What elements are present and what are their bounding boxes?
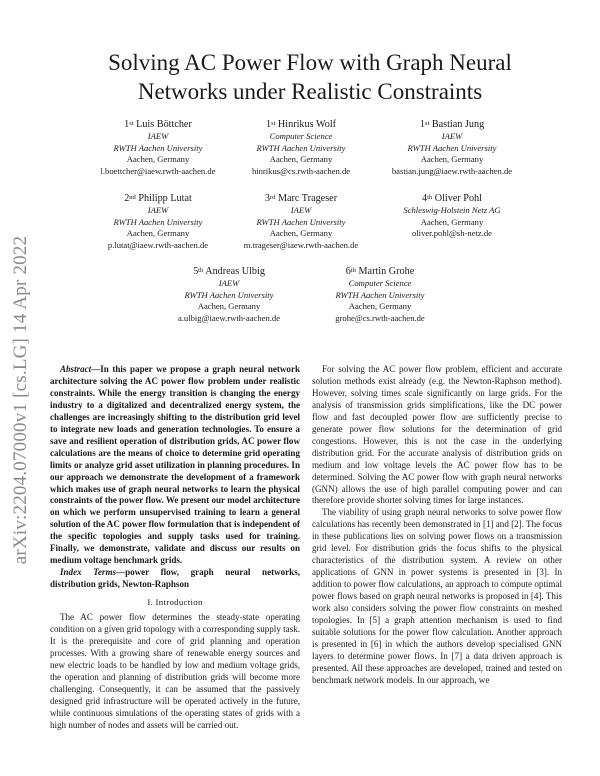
- author-block: 3rd Marc Trageser IAEW RWTH Aachen University Aachen, Germany m.trageser@iaew.rwth-aachen.de: [211, 192, 391, 251]
- index-terms: [50, 567, 300, 591]
- index-terms-label: Index Terms: [60, 567, 117, 578]
- author-block: 4th Oliver Pohl Schleswig-Holstein Netz AG Aachen, Germany oliver.pohl@sh-netz.de: [362, 192, 542, 240]
- paper-title: [60, 48, 560, 106]
- introduction-paragraph: The AC power flow determines the steady-state operating condition on a given grid topology with a corresponding supply task. It is the prerequisite and core of grid planning and operation processes. With a growing share of renewable energy sources and new electric loads to be handled by low and medium voltage grids, the operation and planning of distribution grids will become more challenging. Consequently, it can be assumed that the passively designed grid infrastructure will be operated actively in the future, while continuous simulations of the operating states of grids with a high number of nodes and assets will be carried out.: [50, 612, 300, 730]
- section-heading: I. Introduction: [147, 597, 203, 608]
- index-terms-text: —power flow, graph neural networks, distribution grids, Newton-Raphson: [50, 567, 300, 590]
- abstract-label: Abstract: [60, 364, 92, 374]
- author-email: hinrikus@cs.rwth-aachen.de: [251, 165, 351, 176]
- author-email: m.trageser@iaew.rwth-aachen.de: [243, 239, 359, 250]
- author-org: Schleswig-Holstein Netz AG: [403, 205, 501, 215]
- author-block: 1st Hinrikus Wolf Computer Science RWTH Aachen University Aachen, Germany hinrikus@cs.rwth-aachen.de: [211, 118, 391, 177]
- author-name: Oliver Pohl: [434, 193, 482, 204]
- author-uni: RWTH Aachen University: [256, 216, 346, 227]
- author-city: Aachen, Germany: [269, 154, 333, 165]
- abstract-text: —In this paper we propose a graph neural network architecture solving the AC power flow problem under realistic constraints. While the energy transition is changing the energy industry to a digitalized and decentralized energy system, the challenges are increasingly shifting to the distribution grid level to integrate new loads and generation technologies. To ensure a save and resilient operation of distribution grids, AC power flow calculations are the means of choice to determine grid operating limits or analyze grid asset utilization in planning procedures. In our approach we demonstrate the development of a framework which makes use of graph neural networks to learn the physical constraints of the power flow. We present our model architecture on which we perform unsupervised training to learn a general solution of the AC power flow formulation that is independent of the specific topologies and supply tasks used for training. Finally, we demonstrate, validate and discuss our results on medium voltage benchmark grids.: [50, 364, 300, 566]
- author-org: IAEW: [147, 205, 169, 215]
- author-uni: RWTH Aachen University: [256, 142, 346, 153]
- author-email: p.lutat@iaew.rwth-aachen.de: [107, 239, 209, 250]
- author-uni: RWTH Aachen University: [113, 216, 203, 227]
- author-uni: RWTH Aachen University: [184, 289, 274, 300]
- author-block: 1st Bastian Jung IAEW RWTH Aachen University Aachen, Germany bastian.jung@iaew.rwth-aachen.de: [362, 118, 542, 177]
- author-uni: RWTH Aachen University: [335, 289, 425, 300]
- right-column: [312, 364, 562, 687]
- author-block: 2nd Philipp Lutat IAEW RWTH Aachen University Aachen, Germany p.lutat@iaew.rwth-aachen.de: [68, 192, 248, 251]
- author-email: grohe@cs.rwth-aachen.de: [335, 312, 425, 323]
- body-paragraph-2: The viability of using graph neural networks to solve power flow calculations has recently been demonstrated in [1] and [2]. The focus in these publications lies on solving power flows on a transmission grid level. For distribution grids the focus shifts to the physical characteristics of the distribution system. A review on other applications of GNN in power systems is presented in [3]. In addition to power flow calculations, an approach to compute optimal power flows based on graph neural networks is proposed in [4]. This work also considers solving the power flow constraints on meshed topologies. In [5] a graph attention mechanism is used to find suitable solutions for the power flow calculation. Another approach is presented in [6] in which the authors develop specialised GNN layers to determine power flows. In [7] a data driven approach is presented. All these approaches are developed, trained and tested on benchmark network models. In our approach, we: [312, 507, 562, 685]
- author-uni: RWTH Aachen University: [113, 142, 203, 153]
- author-org: IAEW: [441, 131, 463, 141]
- author-name: Luis Böttcher: [136, 119, 192, 130]
- author-city: Aachen, Germany: [269, 228, 333, 239]
- body-paragraph-1: For solving the AC power flow problem, efficient and accurate solution methods exist already (e.g. the Newton-Raphson method). However, solving times scale significantly on large grids. For the analysis of transmission grids simplifications, like the DC power flow and fast decoupled power flow are sufficiently precise to generate power flow solutions for the determination of grid congestions. However, this is not the case in the underlying distribution grid. For the accurate analysis of distribution grids on medium and low voltage levels the AC power flow has to be determined. Solving the AC power flow with graph neural networks (GNN) allows the use of high parallel computing power and can therefore provide shorter solving times for large instances.: [312, 364, 562, 506]
- author-city: Aachen, Germany: [420, 216, 484, 227]
- arxiv-identifier: [4, 190, 38, 610]
- title-line-2: Networks under Realistic Constraints: [137, 79, 483, 104]
- author-city: Aachen, Germany: [348, 301, 412, 312]
- arxiv-id-text: arXiv:2204.07000v1 [cs.LG] 14 Apr 2022: [10, 235, 32, 565]
- author-block: 1st Luis Böttcher IAEW RWTH Aachen University Aachen, Germany l.boettcher@iaew.rwth-aachen.de: [68, 118, 248, 177]
- author-email: a.ulbig@iaew.rwth-aachen.de: [177, 312, 281, 323]
- author-org: IAEW: [218, 278, 240, 288]
- author-name: Marc Trageser: [277, 193, 338, 204]
- author-city: Aachen, Germany: [420, 154, 484, 165]
- author-email: l.boettcher@iaew.rwth-aachen.de: [100, 165, 216, 176]
- author-name: Andreas Ulbig: [205, 266, 265, 277]
- author-org: IAEW: [290, 205, 312, 215]
- author-city: Aachen, Germany: [126, 228, 190, 239]
- author-email: oliver.pohl@sh-netz.de: [412, 228, 492, 239]
- author-org: IAEW: [147, 131, 169, 141]
- author-name: Hinrikus Wolf: [277, 119, 337, 130]
- author-name: Martin Grohe: [358, 266, 415, 277]
- author-org: Computer Science: [269, 131, 333, 141]
- author-uni: RWTH Aachen University: [407, 142, 497, 153]
- author-org: Computer Science: [348, 278, 412, 288]
- author-name: Bastian Jung: [431, 119, 485, 130]
- abstract: [50, 364, 300, 567]
- author-block: 6th Martin Grohe Computer Science RWTH Aachen University Aachen, Germany grohe@cs.rwth-aachen.de: [290, 265, 470, 324]
- author-city: Aachen, Germany: [197, 301, 261, 312]
- author-city: Aachen, Germany: [126, 154, 190, 165]
- title-line-1: Solving AC Power Flow with Graph Neural: [108, 50, 512, 75]
- author-email: bastian.jung@iaew.rwth-aachen.de: [391, 165, 513, 176]
- left-column: [50, 364, 300, 732]
- author-name: Philipp Lutat: [138, 193, 192, 204]
- author-block: 5th Andreas Ulbig IAEW RWTH Aachen University Aachen, Germany a.ulbig@iaew.rwth-aachen.de: [139, 265, 319, 324]
